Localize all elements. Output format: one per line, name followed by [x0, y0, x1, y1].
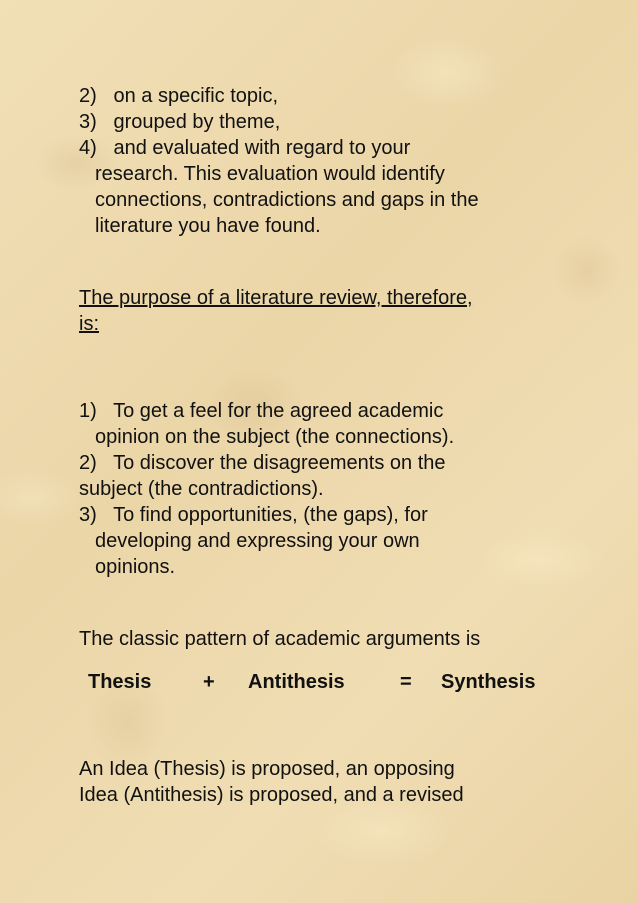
- list-item-4-continuation: literature you have found.: [95, 215, 321, 237]
- list-text: To discover the disagreements on the: [113, 452, 446, 474]
- purpose-item-3: [79, 502, 428, 528]
- equation-equals: =: [400, 671, 412, 693]
- purpose-item-1-continuation: opinion on the subject (the connections).: [95, 426, 455, 448]
- list-number: 2): [79, 452, 97, 474]
- list-text: and evaluated with regard to your: [113, 137, 411, 159]
- closing-paragraph-line-2: Idea (Antithesis) is proposed, and a revised: [79, 784, 464, 806]
- purpose-heading: The purpose of a literature review, therefore,: [79, 287, 473, 309]
- list-text: on a specific topic,: [113, 85, 278, 107]
- purpose-item-2-continuation: subject (the contradictions).: [79, 478, 324, 500]
- list-text: To get a feel for the agreed academic: [113, 400, 444, 422]
- list-number: 1): [79, 400, 97, 422]
- list-text: grouped by theme,: [113, 111, 281, 133]
- equation-synthesis: Synthesis: [441, 671, 536, 693]
- purpose-heading-continuation: is:: [79, 313, 99, 335]
- list-item-4-continuation: research. This evaluation would identify: [95, 163, 445, 185]
- purpose-item-2: [79, 450, 446, 476]
- purpose-item-3-continuation: developing and expressing your own: [95, 530, 420, 552]
- purpose-item-3-continuation: opinions.: [95, 556, 176, 578]
- classic-pattern-text: The classic pattern of academic arguments is: [79, 628, 481, 650]
- list-item-4-continuation: connections, contradictions and gaps in the: [95, 189, 479, 211]
- list-item-3: [79, 109, 280, 135]
- equation-thesis: Thesis: [88, 671, 152, 693]
- list-number: 3): [79, 504, 97, 526]
- closing-paragraph-line-1: An Idea (Thesis) is proposed, an opposing: [79, 758, 455, 780]
- list-number: 4): [79, 137, 97, 159]
- equation-plus: +: [203, 671, 215, 693]
- list-number: 3): [79, 111, 97, 133]
- list-text: To find opportunities, (the gaps), for: [113, 504, 428, 526]
- equation-antithesis: Antithesis: [248, 671, 345, 693]
- list-number: 2): [79, 85, 97, 107]
- list-item-2: [79, 83, 278, 109]
- purpose-item-1: [79, 398, 443, 424]
- list-item-4: [79, 135, 410, 161]
